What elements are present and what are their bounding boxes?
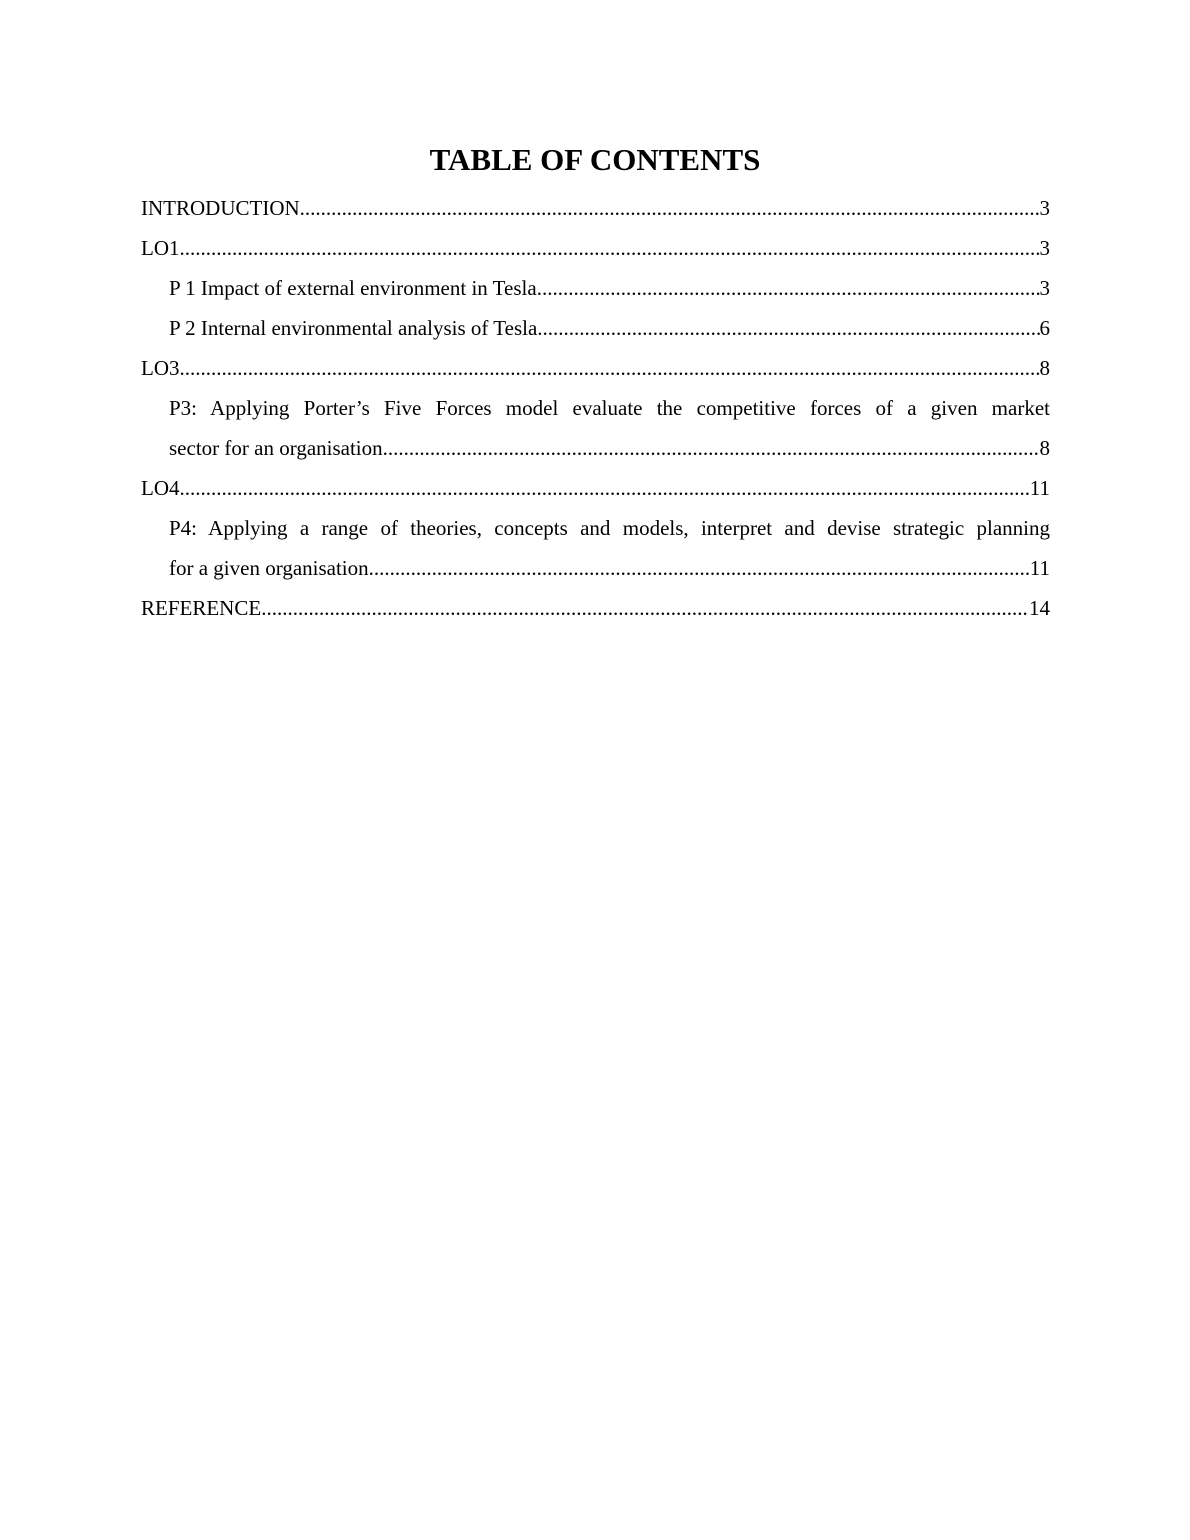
- toc-entry-lo4[interactable]: [141, 468, 1050, 508]
- dot-leader: [180, 468, 1030, 508]
- dot-leader: [180, 228, 1040, 268]
- toc-entry-p1[interactable]: [141, 268, 1050, 308]
- toc-page-number: 11: [1029, 556, 1050, 580]
- dot-leader: [180, 348, 1040, 388]
- toc-page-number: 3: [1039, 196, 1050, 220]
- toc-entry-label: for a given organisation: [169, 556, 369, 580]
- table-of-contents: [141, 188, 1050, 628]
- toc-page-number: 6: [1039, 316, 1050, 340]
- toc-entry-label-line1: P4: Applying a range of theories, concepts and models, interpret and devise strategic planning: [169, 516, 1050, 540]
- toc-entry-reference[interactable]: [141, 588, 1050, 628]
- toc-entry-p2[interactable]: [141, 308, 1050, 348]
- toc-entry-p3[interactable]: [141, 388, 1050, 468]
- toc-entry-lo1[interactable]: [141, 228, 1050, 268]
- toc-page-number: 11: [1029, 476, 1050, 500]
- toc-page-number: 8: [1039, 356, 1050, 380]
- toc-entry-label: LO4: [141, 476, 180, 500]
- dot-leader: [537, 268, 1040, 308]
- toc-entry-label: INTRODUCTION: [141, 196, 300, 220]
- dot-leader: [537, 308, 1039, 348]
- toc-entry-label-line1: P3: Applying Porter’s Five Forces model evaluate the competitive forces of a given market: [169, 396, 1050, 420]
- toc-page-number: 8: [1039, 436, 1050, 460]
- toc-entry-label: REFERENCE: [141, 596, 262, 620]
- dot-leader: [369, 548, 1030, 588]
- dot-leader: [300, 188, 1040, 228]
- dot-leader: [261, 588, 1029, 628]
- toc-page-number: 3: [1039, 236, 1050, 260]
- toc-entry-lo3[interactable]: [141, 348, 1050, 388]
- toc-title: TABLE OF CONTENTS: [429, 142, 761, 177]
- toc-entry-introduction[interactable]: [141, 188, 1050, 228]
- toc-page-number: 14: [1029, 596, 1050, 620]
- toc-entry-label: sector for an organisation: [169, 436, 383, 460]
- toc-page-number: 3: [1039, 276, 1050, 300]
- toc-entry-label: LO1: [141, 236, 180, 260]
- dot-leader: [383, 428, 1040, 468]
- toc-entry-p4[interactable]: [141, 508, 1050, 588]
- toc-entry-label: P 1 Impact of external environment in Tesla: [169, 276, 537, 300]
- toc-entry-label: P 2 Internal environmental analysis of Tesla: [169, 316, 538, 340]
- toc-entry-label: LO3: [141, 356, 180, 380]
